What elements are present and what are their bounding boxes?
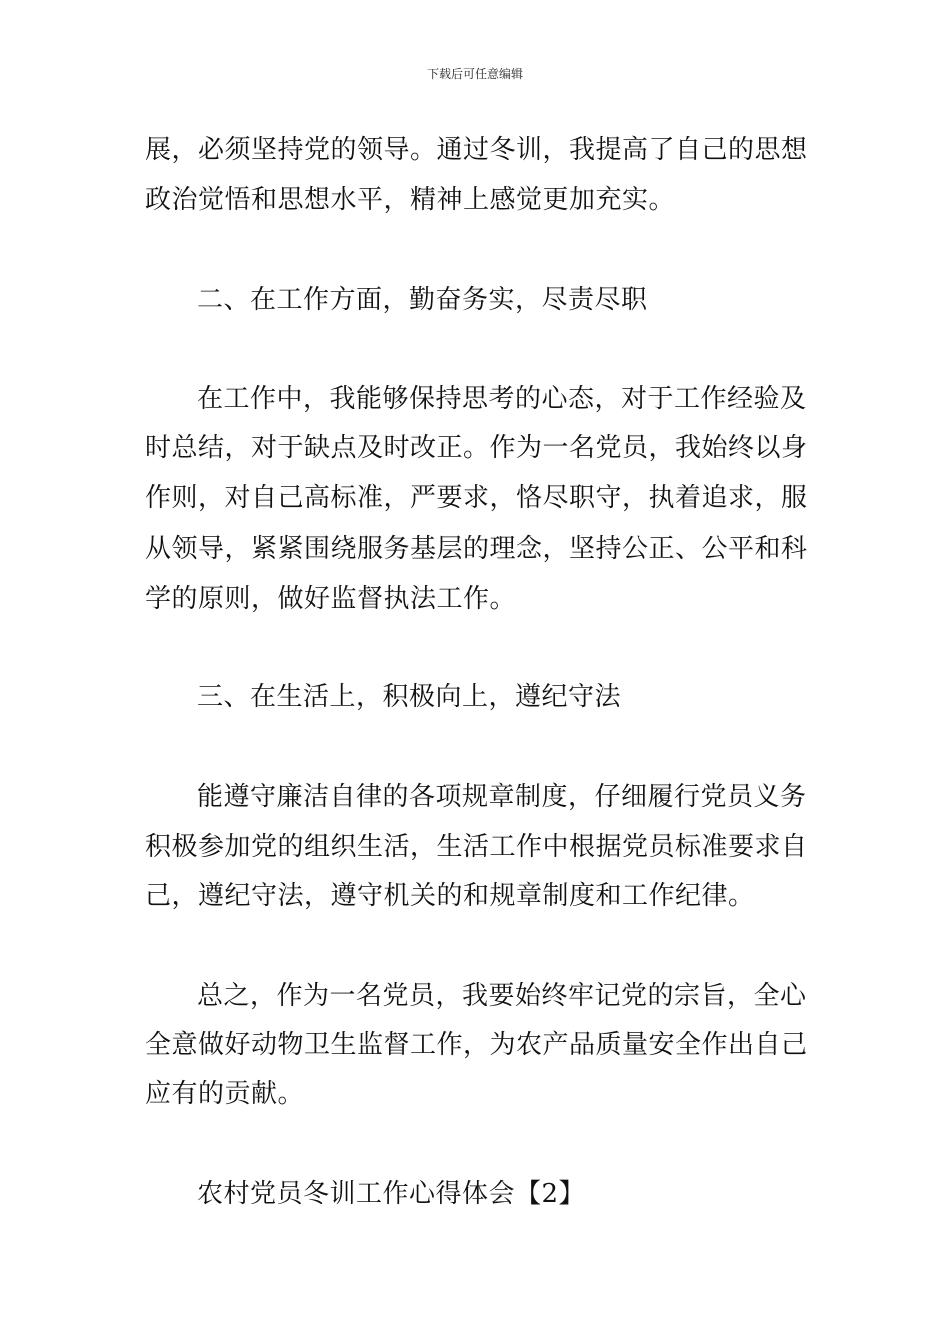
paragraph-4-line-3: 应有的贡献。 [145,1079,305,1109]
paragraph-3-line-1: 能遵守廉洁自律的各项规章制度，仔细履行党员义务 [197,782,807,812]
section-heading-3: 三、在生活上，积极向上，遵纪守法 [197,682,622,712]
paragraph-3-line-3: 己，遵纪守法，遵守机关的和规章制度和工作纪律。 [145,881,755,911]
section-heading-2: 二、在工作方面，勤奋务实，尽责尽职 [197,285,648,315]
paragraph-4-line-1: 总之，作为一名党员，我要始终牢记党的宗旨，全心 [197,981,807,1011]
paragraph-4-line-2: 全意做好动物卫生监督工作，为农产品质量安全作出自己 [145,1030,808,1060]
paragraph-2-line-3: 作则，对自己高标准，严要求，恪尽职守，执着追求，服 [145,483,808,513]
article-title-2: 农村党员冬训工作心得体会【2】 [197,1179,586,1209]
paragraph-3-line-2: 积极参加党的组织生活，生活工作中根据党员标准要求自 [145,832,808,862]
paragraph-1-line-2: 政治觉悟和思想水平，精神上感觉更加充实。 [145,185,676,215]
paragraph-2-line-1: 在工作中，我能够保持思考的心态，对于工作经验及 [197,384,807,414]
paragraph-2-line-4: 从领导，紧紧围绕服务基层的理念，坚持公正、公平和科 [145,534,808,564]
paragraph-2-line-2: 时总结，对于缺点及时改正。作为一名党员，我始终以身 [145,433,808,463]
paragraph-1-line-1: 展，必须坚持党的领导。通过冬训，我提高了自己的思想 [145,135,808,165]
page-header-note: 下载后可任意编辑 [426,67,523,81]
paragraph-2-line-5: 学的原则，做好监督执法工作。 [145,584,517,614]
